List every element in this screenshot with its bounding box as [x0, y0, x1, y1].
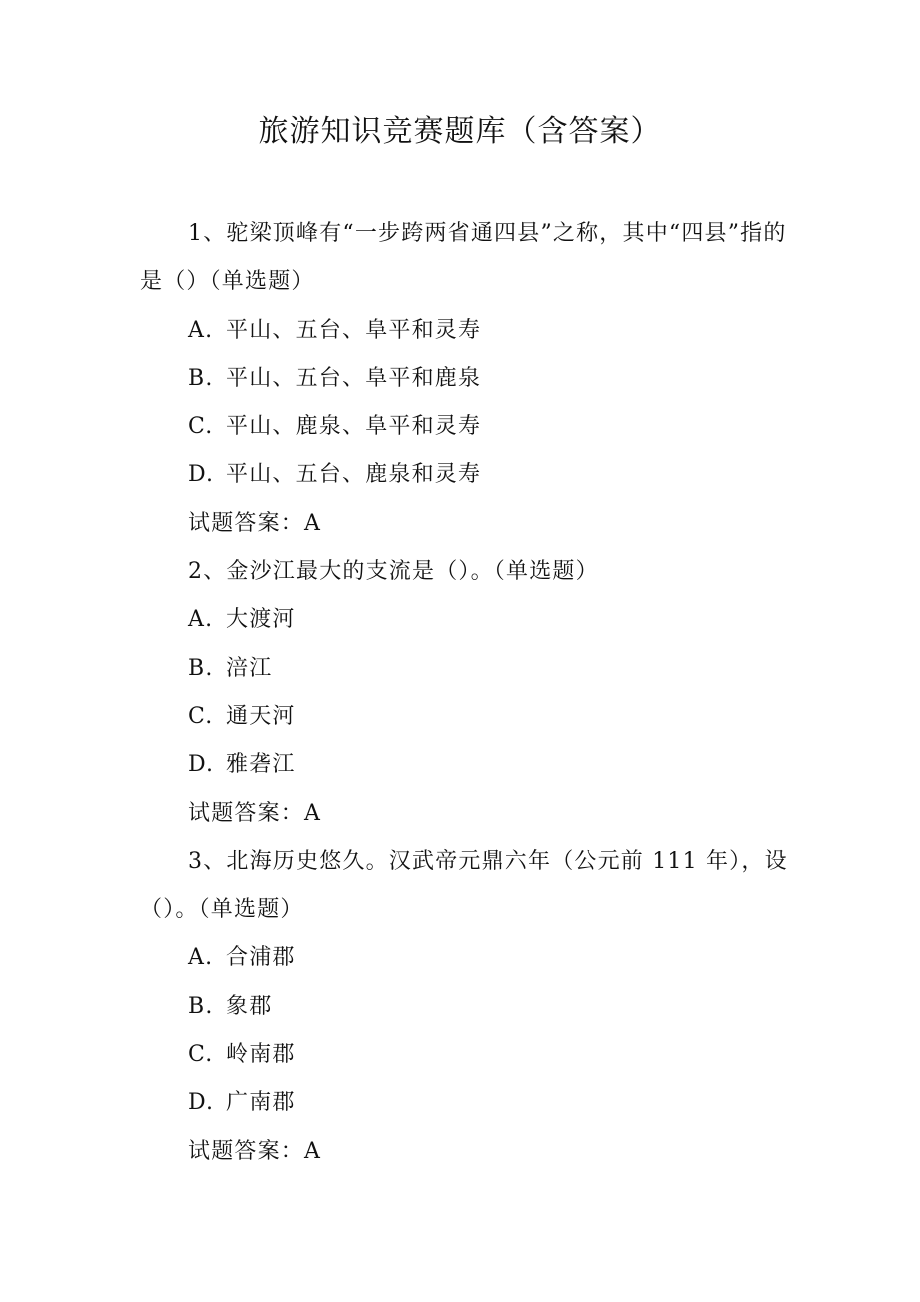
question-stem: 1、驼梁顶峰有“一步跨两省通四县”之称，其中“四县”指的是（）（单选题） [140, 221, 787, 295]
option-letter: B. [188, 993, 214, 1019]
question-list [140, 210, 790, 1176]
option-letter: C. [188, 414, 214, 440]
question-stem: 3、北海历史悠久。汉武帝元鼎六年（公元前 111 年），设（）。（单选题） [140, 848, 788, 923]
option-text: 合浦郡 [226, 945, 296, 971]
option-d [140, 741, 790, 789]
question-3 [140, 838, 790, 1176]
option-b [140, 645, 790, 693]
option-letter: B. [188, 655, 214, 681]
option-letter: D. [188, 1090, 215, 1116]
option-text: 平山、鹿泉、阜平和灵寿 [226, 414, 482, 440]
question-1 [140, 210, 790, 548]
option-b [140, 983, 790, 1031]
option-letter: C. [188, 703, 214, 729]
question-2 [140, 548, 790, 838]
option-letter: A. [188, 607, 214, 633]
option-letter: A. [188, 945, 214, 971]
option-text: 雅砻江 [226, 752, 296, 778]
option-text: 平山、五台、阜平和灵寿 [226, 317, 482, 343]
option-a [140, 596, 790, 644]
option-text: 涪江 [226, 655, 273, 681]
option-text: 大渡河 [226, 607, 296, 633]
answer-line: 试题答案：A [188, 1138, 322, 1164]
option-letter: D. [188, 462, 215, 488]
option-b [140, 355, 790, 403]
option-text: 平山、五台、鹿泉和灵寿 [226, 462, 482, 488]
option-d [140, 451, 790, 499]
option-c [140, 693, 790, 741]
option-c [140, 403, 790, 451]
option-text: 象郡 [226, 993, 273, 1019]
option-text: 平山、五台、阜平和鹿泉 [226, 365, 482, 391]
option-text: 岭南郡 [226, 1042, 296, 1068]
option-a [140, 934, 790, 982]
option-a [140, 307, 790, 355]
option-d [140, 1079, 790, 1127]
option-text: 通天河 [226, 703, 296, 729]
option-letter: B. [188, 365, 214, 391]
question-stem: 2、金沙江最大的支流是（）。（单选题） [188, 559, 599, 585]
answer-line: 试题答案：A [188, 510, 322, 536]
page-title: 旅游知识竞赛题库（含答案） [258, 114, 662, 149]
option-letter: D. [188, 752, 215, 778]
option-letter: C. [188, 1042, 214, 1068]
answer-line: 试题答案：A [188, 800, 322, 826]
option-c [140, 1031, 790, 1079]
option-text: 广南郡 [226, 1090, 296, 1116]
option-letter: A. [188, 317, 214, 343]
